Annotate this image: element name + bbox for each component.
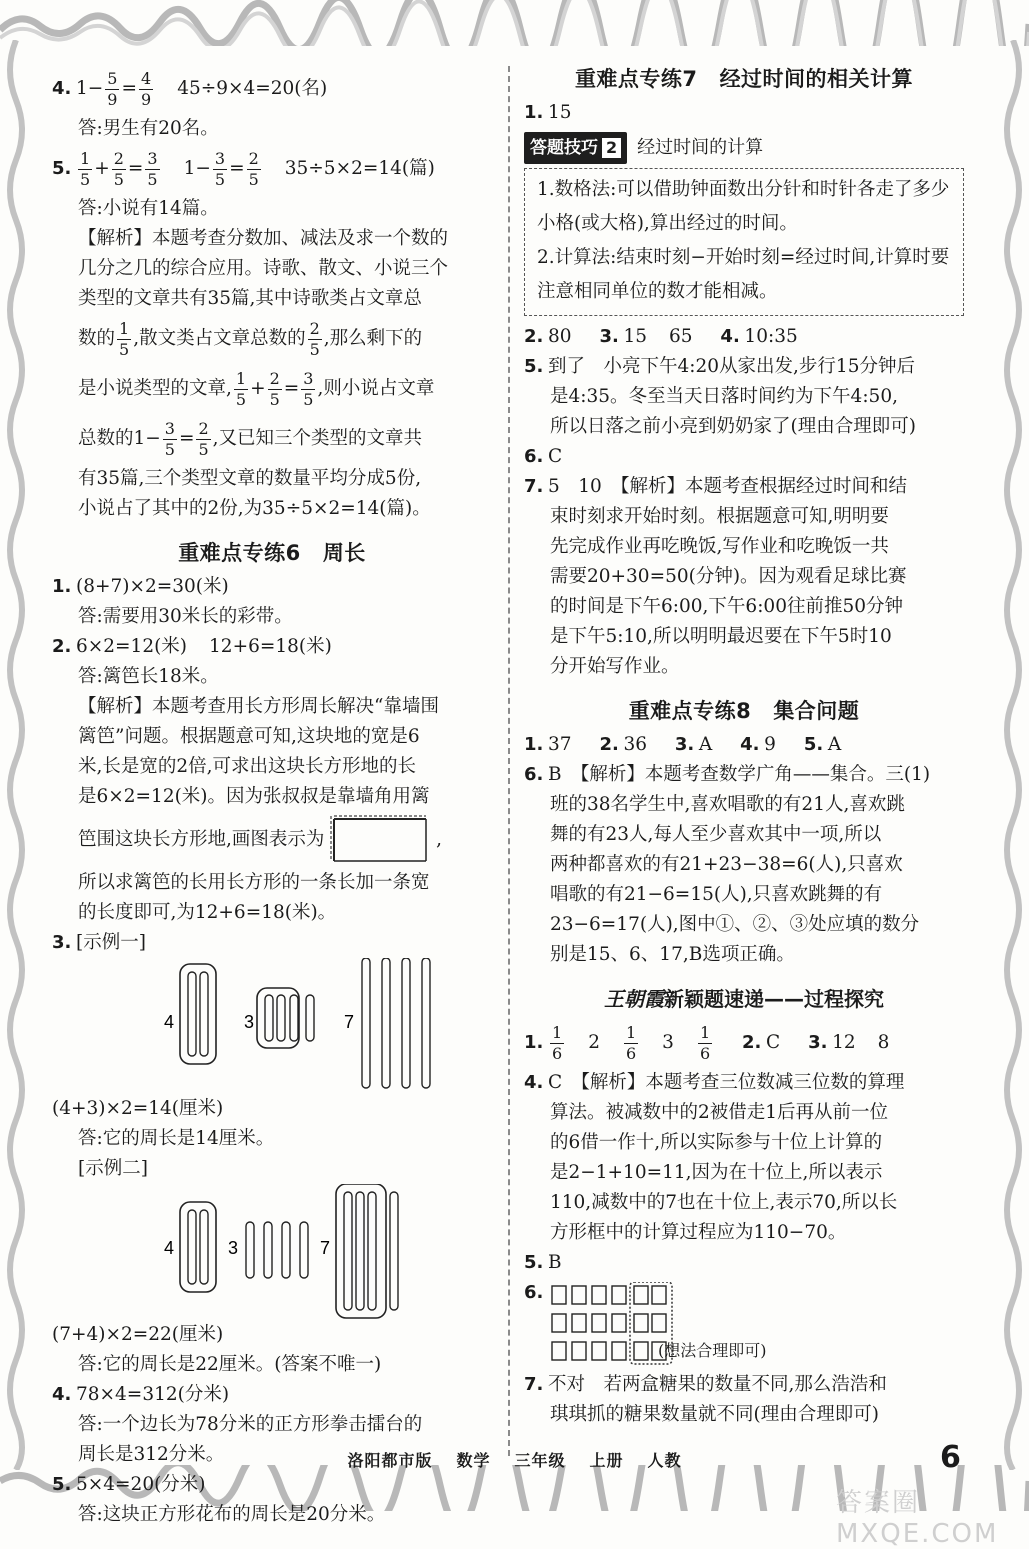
fraction: $\frac{1}{5}$ [119,318,130,359]
analysis-line: 算法。被减数中的2被借走1后再从前一位 [550,1102,889,1123]
fence-diagram [330,815,430,865]
s7-answer-7: 7. 5 10 【解析】本题考查根据经过时间和结 [524,476,908,497]
fraction: $\frac{4}{9}$ [141,68,152,109]
analysis-line: 别是15、6、17,B选项正确。 [550,944,795,965]
analysis-line: 是下午5:10,所以明明最迟要在下午5时10 [550,626,892,647]
page-number: 6 [940,1440,961,1475]
right-column [524,64,964,1430]
stick-label: 3 [228,1238,239,1258]
example-2-label: [示例二] [78,1158,148,1179]
brand-answer-6: 6. (想法合理即可) [524,1278,964,1370]
s7-answer-5: 5. 到了 小亮下午4:20从家出发,步行15分钟后 [524,356,915,377]
analysis-line: 是小说类型的文章, $\frac{1}{5}$ + $\frac{2}{5}$ = $\frac{3}{5}$ ,则小说占文章 [78,368,435,409]
s6-answer-5: 5. 5×4=20(分米) [52,1474,206,1495]
s8-answer-6: 6. B 【解析】本题考查数学广角——集合。三(1) [524,764,931,785]
answer-4: 4. 1− $\frac{5}{9}$ = $\frac{4}{9}$ 45÷9×4=20(名) [52,68,328,109]
answer-4-statement: 答:男生有20名。 [78,118,219,139]
decorative-border-left [0,40,34,1470]
s6-answer-5-statement: 答:这块正方形花布的周长是20分米。 [78,1504,386,1525]
stick-label: 7 [320,1238,331,1258]
brand-answer-5: 5. B [524,1252,562,1273]
analysis-line: 小说占了其中的2份,为35÷5×2=14(篇)。 [78,498,431,519]
s6-answer-4: 4. 78×4=312(分米) [52,1384,230,1405]
analysis-line: 两种都喜欢的有21+23−38=6(人),只喜欢 [550,854,903,875]
tip-box [524,168,964,316]
analysis-line: 篱笆”问题。根据题意可知,这块地的宽是6 [78,726,420,747]
answer-5-statement: 答:小说有14篇。 [78,198,219,219]
stick-figure-2 [52,1184,492,1320]
brand-answer-4: 4. C 【解析】本题考查三位数减三位数的算理 [524,1072,905,1093]
s7-answer-1: 1. 15 [524,102,572,123]
fraction: $\frac{1}{6}$ [552,1022,563,1063]
fraction: $\frac{1}{6}$ [699,1022,711,1063]
analysis-line: 的6借一作十,所以实际参与十位上计算的 [550,1132,883,1153]
example-2-answer: 答:它的周长是22厘米。(答案不唯一) [78,1354,382,1375]
example-1-figure [52,958,492,1094]
analysis-line: 米,长是宽的2倍,可求出这块长方形地的长 [78,756,417,777]
fraction: $\frac{5}{9}$ [107,68,118,109]
fraction: $\frac{3}{5}$ [214,148,226,189]
fraction: $\frac{2}{5}$ [113,148,124,189]
fraction: $\frac{2}{5}$ [269,368,280,409]
s6-answer-4-statement: 答:一个边长为78分米的正方形拳击擂台的 [78,1414,423,1435]
analysis-line: 先完成作业再吃晚饭,写作业和吃晚饭一共 [550,536,889,557]
analysis-line: 方形框中的计算过程应为110−70。 [550,1222,847,1243]
stick-label: 7 [344,1012,355,1032]
s7-answer-5-line: 所以日落之前小亮到奶奶家了(理由合理即可) [550,416,916,437]
tip-badge: 答题技巧 2 [524,132,627,164]
analysis-line: 的时间是下午6:00,下午6:00往前推50分钟 [550,596,904,617]
analysis-line: 110,减数中的7也在十位上,表示70,所以长 [550,1192,898,1213]
stick-label: 4 [164,1238,175,1258]
brand-logo: 王朝霞 [604,987,664,1011]
s7-answer-5-line: 是4:35。冬至当天日落时间约为下午4:50, [550,386,898,407]
analysis-line: 笆围这块长方形地,画图表示为 , [52,812,492,868]
s7-answer-6: 6. C [524,446,563,467]
example-2-figure [52,1184,492,1320]
s8-answers-1-5: 1. 37 2. 36 3. A 4. 9 5. A [524,734,842,755]
analysis-line: 是6×2=12(米)。因为张叔叔是靠墙角用篱 [78,786,430,807]
tip-line: 2.计算法:结束时刻−开始时刻=经过时间,计算时要注意相同单位的数才能相减。 [537,247,950,302]
stick-figure-1 [52,958,492,1094]
stick-label: 3 [244,1012,255,1032]
fraction: $\frac{3}{5}$ [147,148,158,189]
analysis-line: 是2−1+10=11,因为在十位上,所以表示 [550,1162,883,1183]
s6-answer-1-statement: 答:需要用30米长的彩带。 [78,606,293,627]
analysis-line: 舞的有23人,每人至少喜欢其中一项,所以 [550,824,882,845]
tip-title: 经过时间的计算 [637,137,764,158]
analysis-line: 所以求篱笆的长用长方形的一条长加一条宽 [78,872,430,893]
fraction: $\frac{2}{5}$ [248,148,259,189]
section-title-brand: 王朝霞新颖题速递——过程探究 [604,987,884,1011]
s6-answer-3: 3. [示例一] [52,932,146,953]
section-title-8: 重难点专练8 集合问题 [628,699,860,723]
analysis-line: 【解析】本题考查用长方形周长解决“靠墙围 [78,696,439,717]
page-footer: 洛阳都市版 数学 三年级 上册 人教 [347,1451,682,1470]
analysis-line: 类型的文章共有35篇,其中诗歌类占文章总 [78,288,422,309]
section-title-6: 重难点专练6 周长 [178,541,366,565]
stick-label: 4 [164,1012,175,1032]
tip-line: 1.数格法:可以借助钟面数出分针和时针各走了多少小格(或大格),算出经过的时间。 [537,179,950,234]
s6-answer-2: 2. 6×2=12(米) 12+6=18(米) [52,636,332,657]
left-column [52,64,492,1530]
brand-answer-7: 7. 不对 若两盒糖果的数量不同,那么浩浩和 [524,1374,887,1395]
fraction: $\frac{3}{5}$ [164,418,175,459]
answer-5: 5. $\frac{1}{5}$ + $\frac{2}{5}$ = $\frac{3}{5}$ 1− $\frac{3}{5}$ = $\frac{2}{5}$ 35÷5×2=14(篇) [52,148,435,189]
example-1-expr: (4+3)×2=14(厘米) [52,1098,224,1119]
tip-header [524,132,964,164]
analysis-line: 束时刻求开始时刻。根据题意可知,明明要 [550,506,889,527]
s6-answer-1: 1. (8+7)×2=30(米) [52,576,229,597]
analysis-line: 唱歌的有21−6=15(人),只喜欢跳舞的有 [550,884,883,905]
analysis-line: 数的 $\frac{1}{5}$ ,散文类占文章总数的 $\frac{2}{5}$ ,那么剩下的 [78,318,423,359]
fraction: $\frac{1}{5}$ [80,148,91,189]
example-2-expr: (7+4)×2=22(厘米) [52,1324,224,1345]
analysis-line: 班的38名学生中,喜欢唱歌的有21人,喜欢跳 [550,794,905,815]
fraction: $\frac{2}{5}$ [198,418,209,459]
fraction: $\frac{3}{5}$ [303,368,314,409]
analysis-line: 几分之几的综合应用。诗歌、散文、小说三个 [78,258,449,279]
fraction: $\frac{2}{5}$ [309,318,320,359]
analysis-line: 需要20+30=50(分钟)。因为观看足球比赛 [550,566,907,587]
analysis-line: 的长度即可,为12+6=18(米)。 [78,902,337,923]
analysis-line: 有35篇,三个类型文章的数量平均分成5份, [78,468,422,489]
decorative-border-right [995,40,1029,1470]
fraction: $\frac{1}{6}$ [625,1022,637,1063]
analysis-line: 总数的1− $\frac{3}{5}$ = $\frac{2}{5}$ ,又已知三个类型的文章共 [78,418,423,459]
s7-answers-2-4: 2. 80 3. 15 65 4. 10:35 [524,326,798,347]
fraction: $\frac{1}{5}$ [235,368,247,409]
analysis-line: 23−6=17(人),图中①、②、③处应填的数分 [550,914,920,935]
decorative-border-top [0,0,1029,46]
s6-answer-4-statement: 周长是312分米。 [78,1444,225,1465]
column-divider [508,66,510,1456]
watermark: 答案圈 MXQE.COM [836,1488,999,1549]
brand-answer-7-line: 琪琪抓的糖果数量就不同(理由合理即可) [550,1404,879,1425]
example-1-answer: 答:它的周长是14厘米。 [78,1128,275,1149]
analysis-line: 分开始写作业。 [550,656,680,677]
brand-answers-1-3: 1. $\frac{1}{6}$ 2 $\frac{1}{6}$ 3 $\frac{1}{6}$ 2. C 3. 12 8 [524,1022,890,1063]
s6-answer-2-statement: 答:篱笆长18米。 [78,666,219,687]
analysis-line: 【解析】本题考查分数加、减法及求一个数的 [78,228,449,249]
section-title-7: 重难点专练7 经过时间的相关计算 [574,67,914,91]
